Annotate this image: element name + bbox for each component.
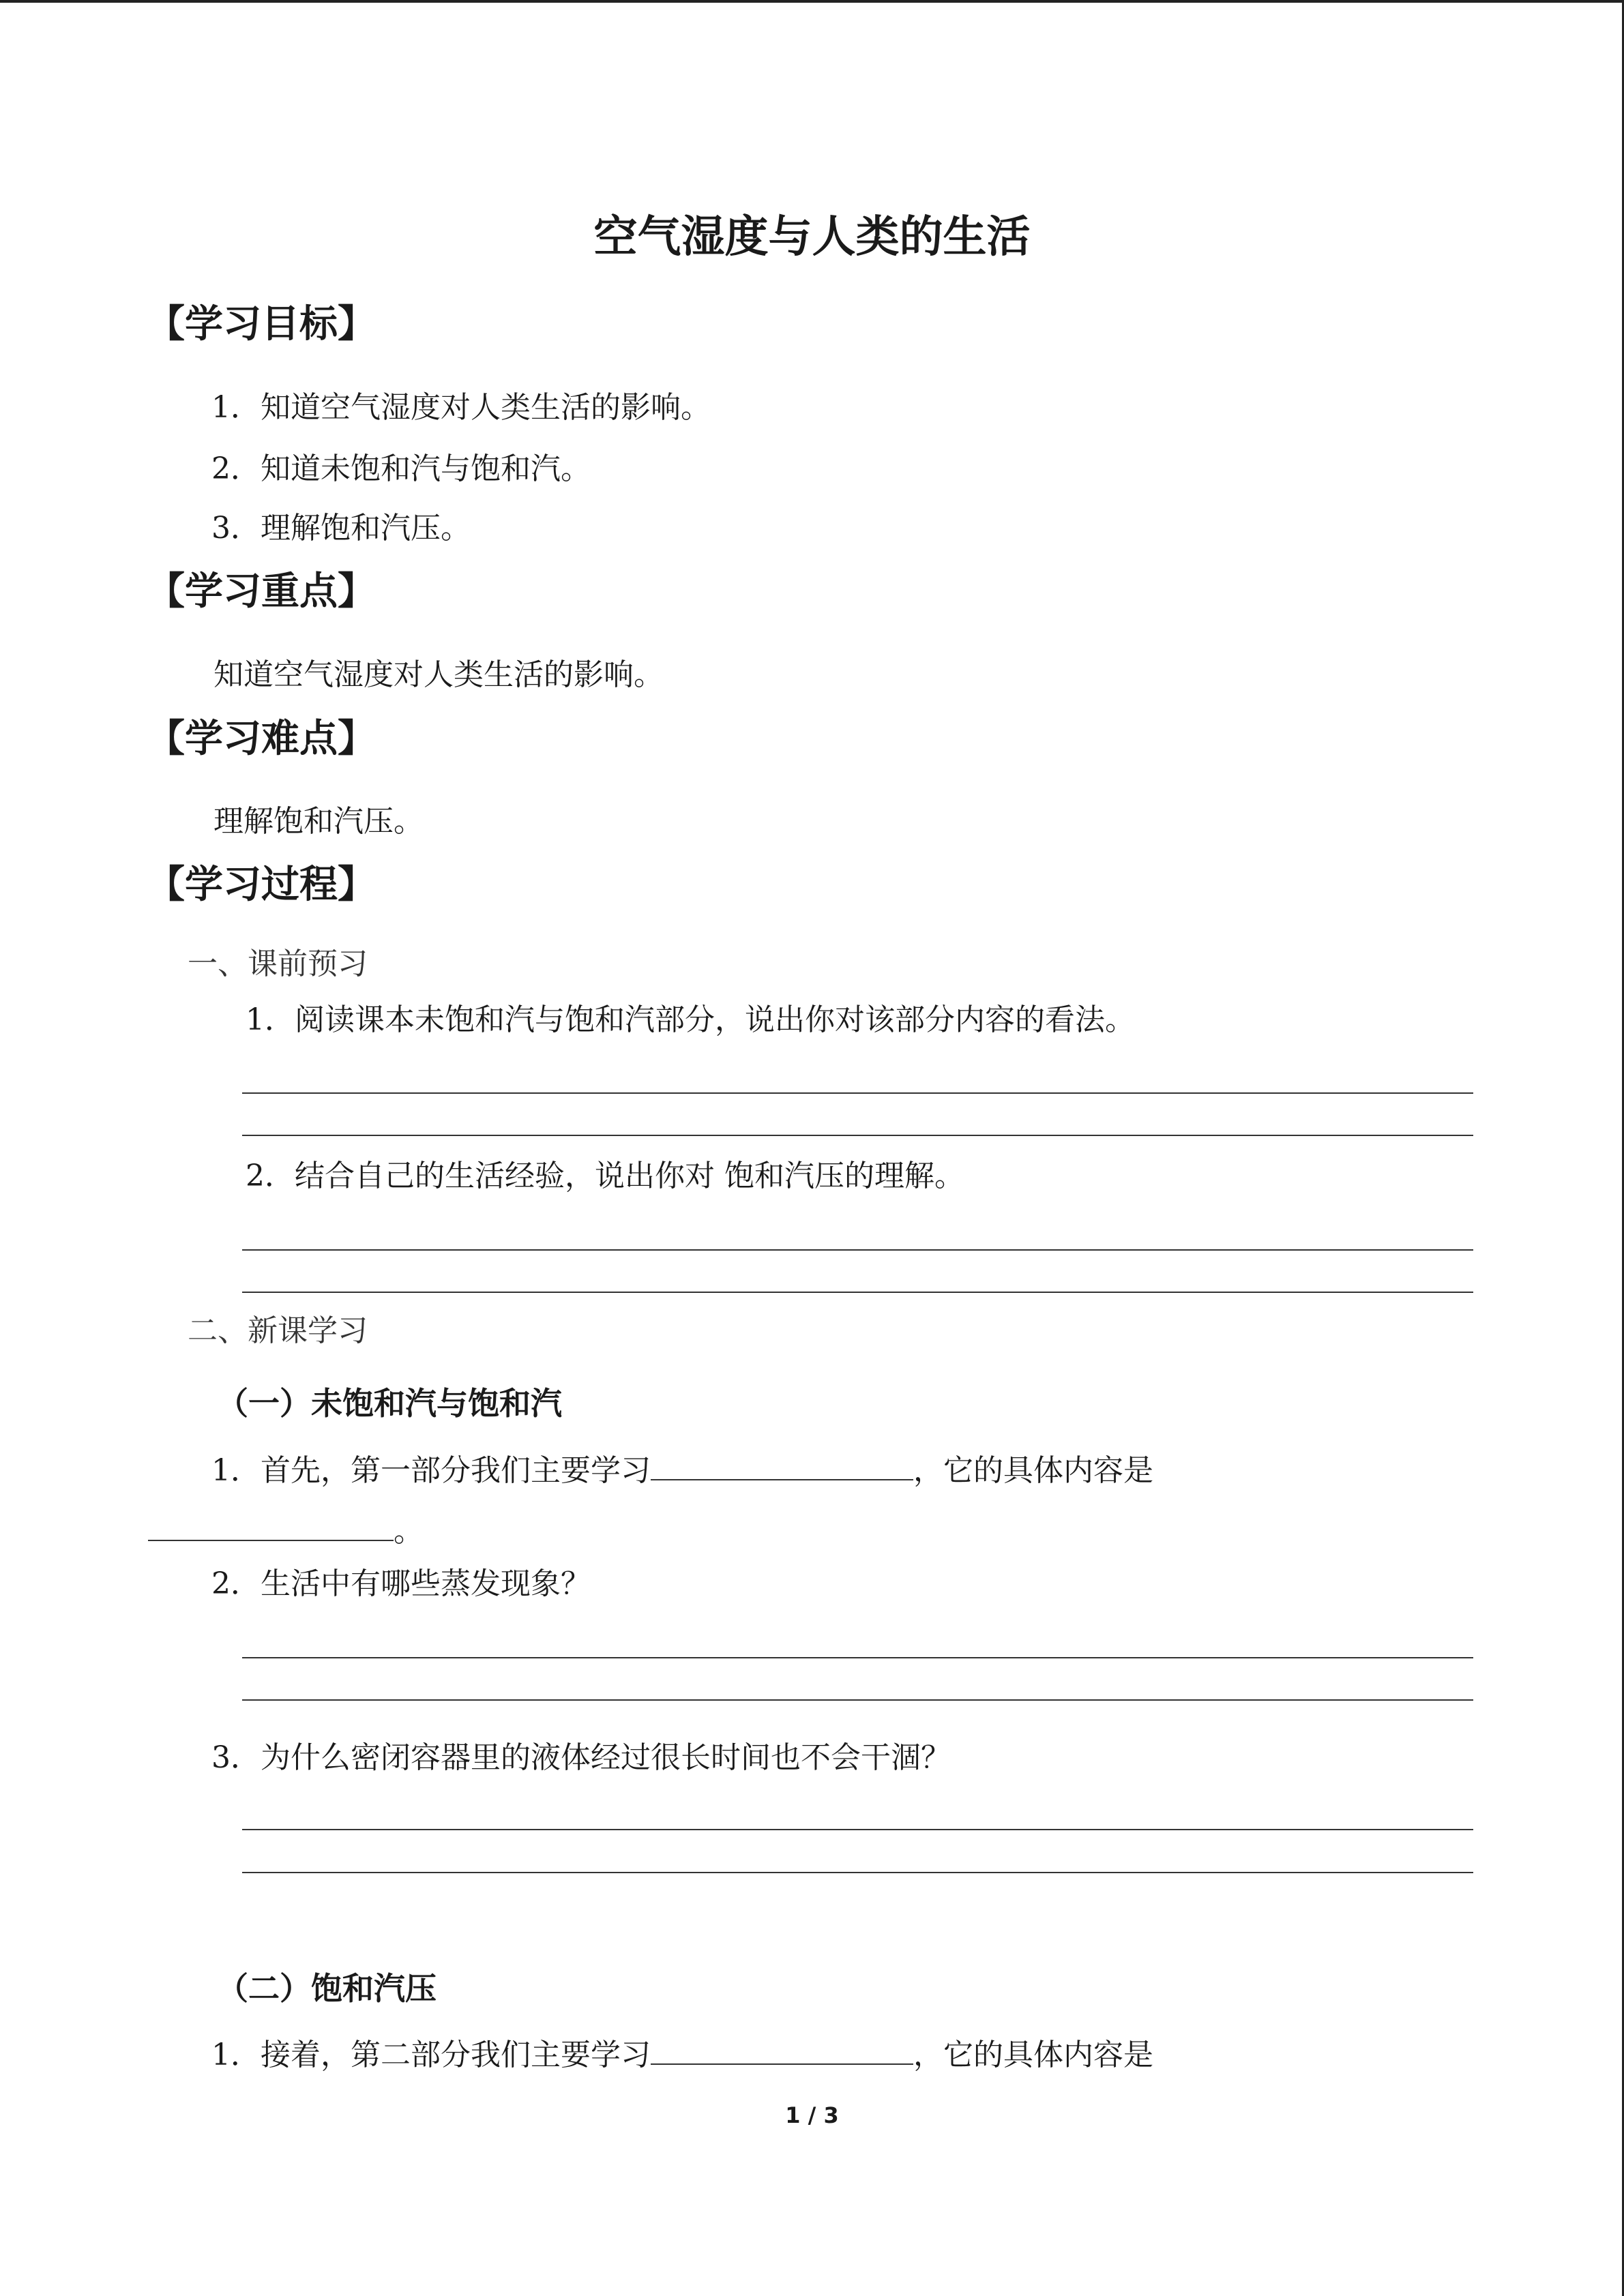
preview-question-1: 1．阅读课本未饱和汽与饱和汽部分，说出你对该部分内容的看法。 [246,1002,1135,1037]
difficulty-heading: 【学习难点】 [147,717,376,761]
key-points-heading: 【学习重点】 [147,569,376,614]
new-lesson-heading: 二、新课学习 [188,1313,368,1348]
part2-heading: （二）饱和汽压 [217,1970,437,2007]
goal-item-3: 3．理解饱和汽压。 [211,511,471,546]
process-heading: 【学习过程】 [147,863,376,907]
part1-heading: （一）未饱和汽与饱和汽 [217,1385,562,1422]
goal-item-2: 2．知道未饱和汽与饱和汽。 [211,451,591,486]
part2-question-1-text-cont: ，它的具体内容是 [913,2038,1153,2072]
goal-item-1: 1．知道空气湿度对人类生活的影响。 [211,390,711,425]
fill-blank[interactable] [651,1449,913,1480]
part1-question-1-continuation [148,1510,424,1547]
part1-question-1-text-cont: ，它的具体内容是 [913,1453,1153,1488]
part1-question-2: 2．生活中有哪些蒸发现象？ [211,1566,591,1601]
page-number: 1 / 3 [785,2102,839,2128]
fill-blank[interactable] [651,2033,913,2065]
part1-question-1-text: 1．首先，第一部分我们主要学习 [211,1453,651,1488]
page-title: 空气湿度与人类的生活 [593,212,1031,263]
part2-question-1 [211,2033,1153,2070]
part2-question-1-text: 1．接着，第二部分我们主要学习 [211,2038,651,2072]
answer-line[interactable] [242,1135,1473,1136]
fill-blank[interactable] [148,1510,394,1541]
part1-question-3: 3．为什么密闭容器里的液体经过很长时间也不会干涸？ [211,1740,951,1775]
preview-question-2: 2．结合自己的生活经验，说出你对 饱和汽压的理解。 [246,1159,964,1193]
answer-line[interactable] [242,1872,1473,1873]
goals-heading: 【学习目标】 [147,302,376,346]
key-points-text: 知道空气湿度对人类生活的影响。 [213,657,664,692]
answer-line[interactable] [242,1657,1473,1658]
answer-line[interactable] [242,1249,1473,1251]
answer-line[interactable] [242,1829,1473,1830]
preview-heading: 一、课前预习 [188,946,368,981]
difficulty-text: 理解饱和汽压。 [213,804,424,839]
page-top-border [0,0,1624,3]
part1-question-1 [211,1449,1153,1486]
answer-line[interactable] [242,1699,1473,1701]
answer-line[interactable] [242,1292,1473,1293]
answer-line[interactable] [242,1092,1473,1094]
period: 。 [394,1514,424,1549]
